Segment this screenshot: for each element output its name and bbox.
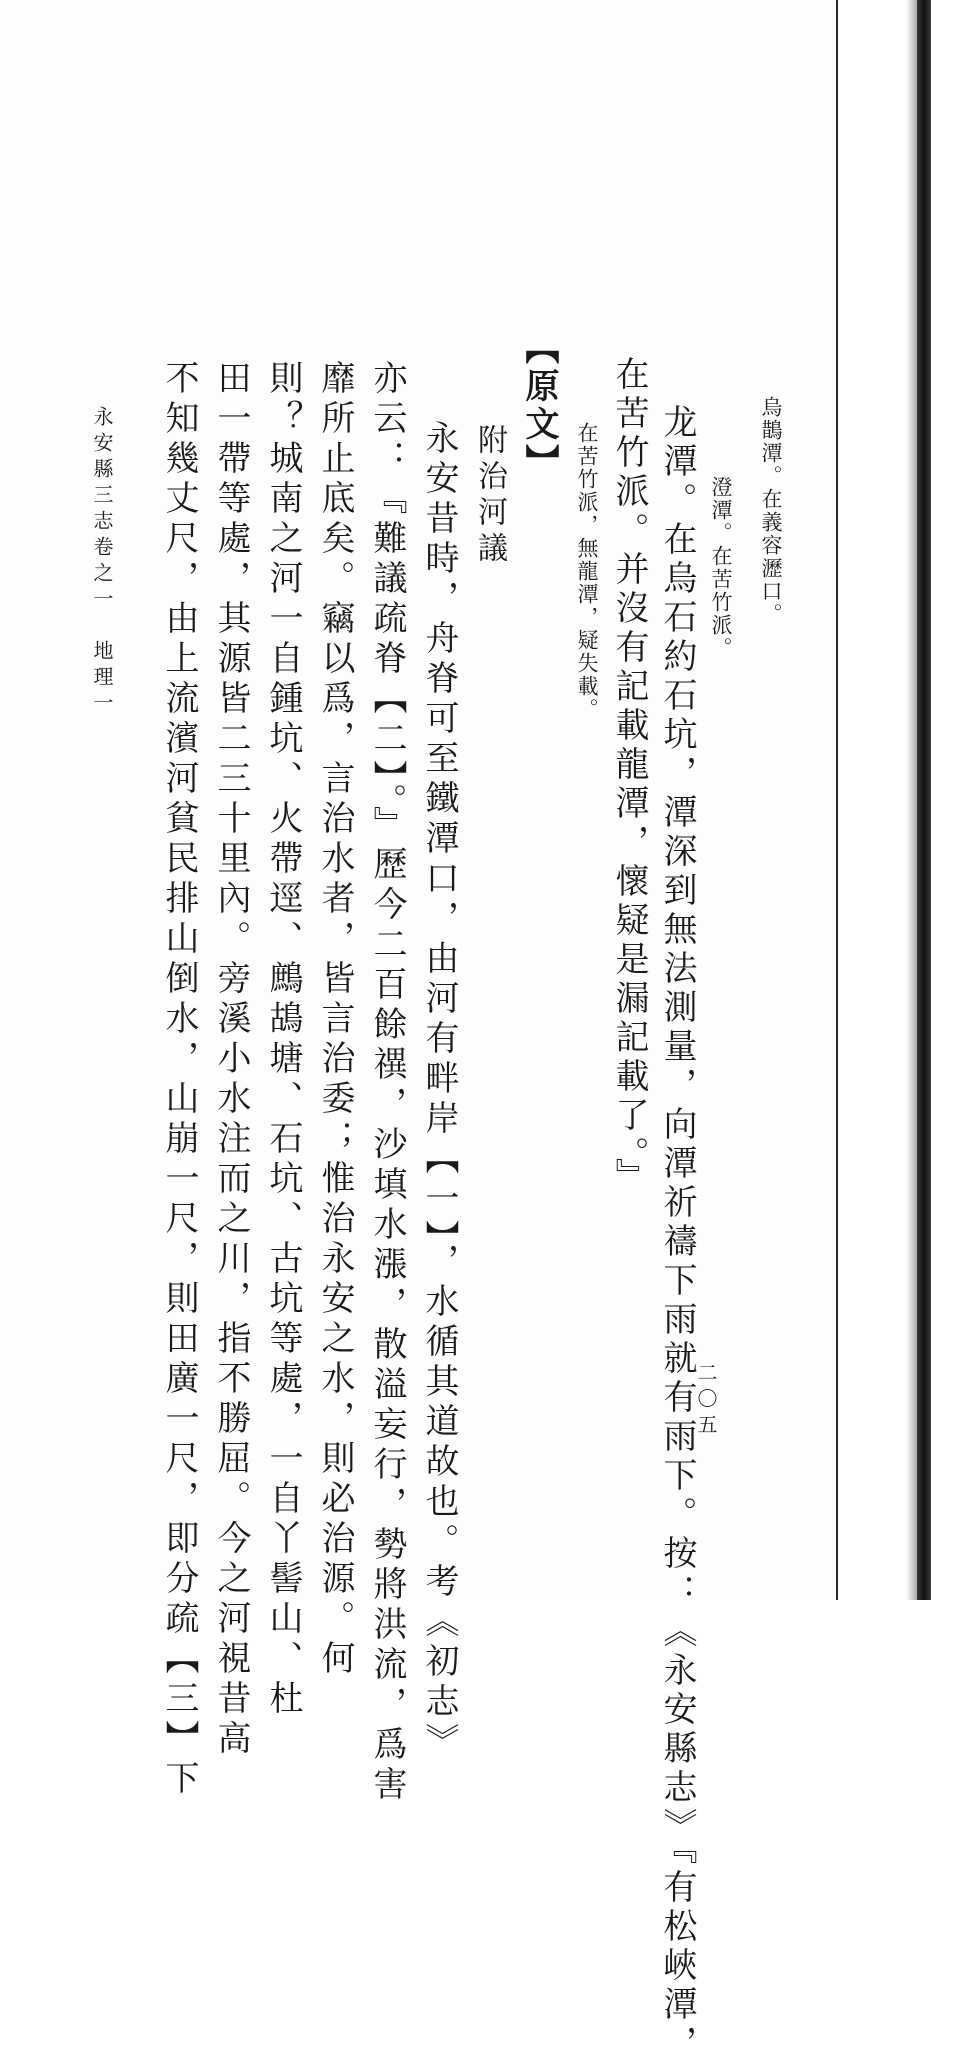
footer-page-number: 二〇五 [694,1362,718,1440]
body-line: 靡所止底矣。竊以爲，言治水者，皆言治委；惟治永安之水，則必治源。何 [315,360,355,1680]
body-line: 永安昔時，舟脊可至鐵潭口，由河有畔岸【一】，水循其道故也。考《初志》 [419,420,459,1763]
section-heading: 【原文】 [519,330,559,482]
note-kuzhu-pai: 在苦竹派，無龍潭，疑失載。 [575,422,599,721]
body-line: 田一帶等處，其源皆二三十里內。旁溪小水注而之川，指不勝屈。今之河視昔高 [211,360,251,1760]
footer-book-title: 永安縣三志卷之一 地理一 [90,406,114,718]
note-cheng-pool: 澄潭。在苦竹派。 [709,476,733,660]
note-wuque-pool: 烏鵲潭。在義容瀝口。 [759,396,783,626]
body-line: 不知幾丈尺，由上流濱河貧民排山倒水，山崩一尺，則田廣一尺，即分疏【三】下 [159,360,199,1800]
body-line: 亦云：『難議疏脊【二】。』歷今二百餘禩，沙填水漲，散溢妄行，勢將洪流，爲害 [367,360,407,1806]
page-edge [836,0,838,1600]
body-line: 則？城南之河一自鍾坑、火帶逕、鷓鴣塘、石坑、古坑等處，一自丫髻山、杜 [263,360,303,1720]
note-long-pool-cont: 在苦竹派。并沒有記載龍潭，懷疑是漏記載了。』 [609,356,649,1197]
note-long-pool: 龙潭。在烏石約石坑，潭深到無法測量，向潭祈禱下雨就有雨下。按：《永安縣志》『有松峽潭， [657,404,697,2064]
section-subtitle: 附治河議 [472,424,507,568]
binding-strip [917,0,931,1600]
